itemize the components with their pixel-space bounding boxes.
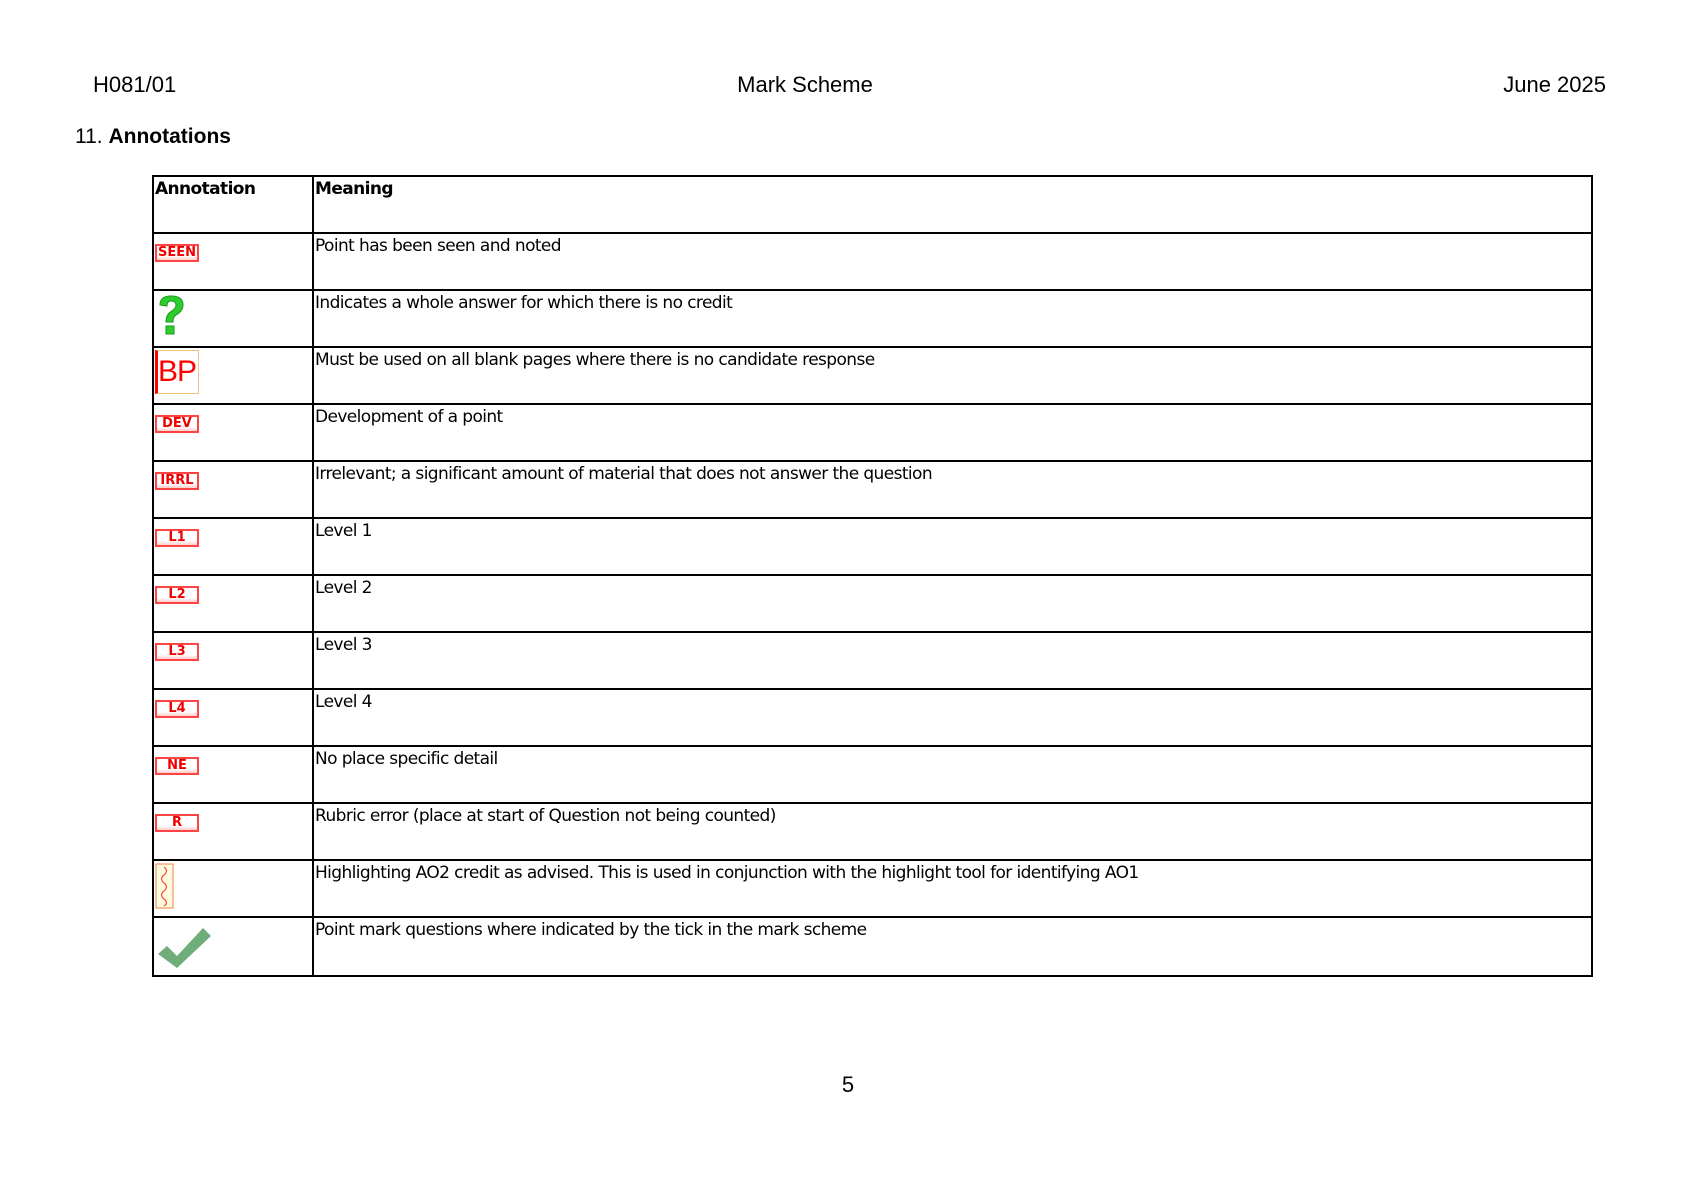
table-row (153, 518, 1592, 575)
table-row (153, 803, 1592, 860)
dev-badge: DEV (155, 407, 199, 433)
table-row (153, 746, 1592, 803)
l1-badge: L1 (155, 521, 199, 547)
document-title: Mark Scheme (737, 72, 873, 97)
l4-badge: L4 (155, 692, 199, 718)
annotation-cell (153, 290, 313, 347)
meaning-cell: Level 1 (313, 518, 1592, 575)
seen-badge: SEEN (155, 236, 199, 262)
annotation-cell (153, 233, 313, 290)
meaning-cell: No place specific detail (313, 746, 1592, 803)
annotation-cell (153, 917, 313, 976)
table-row (153, 575, 1592, 632)
table-row (153, 632, 1592, 689)
table-row (153, 233, 1592, 290)
page-number: 5 (841, 1072, 855, 1097)
question-mark-icon (155, 293, 187, 342)
bp-badge: BP (155, 350, 199, 394)
annotation-cell (153, 689, 313, 746)
column-header-meaning: Meaning (313, 176, 1592, 233)
annotation-cell (153, 632, 313, 689)
meaning-cell: Rubric error (place at start of Question not being counted) (313, 803, 1592, 860)
annotation-cell (153, 860, 313, 917)
section-title: Annotations (108, 125, 231, 148)
annotation-cell (153, 803, 313, 860)
meaning-cell: Level 2 (313, 575, 1592, 632)
table-row (153, 917, 1592, 976)
annotations-table (152, 175, 1593, 977)
meaning-cell: Point has been seen and noted (313, 233, 1592, 290)
meaning-cell: Level 3 (313, 632, 1592, 689)
annotation-cell (153, 461, 313, 518)
table-row (153, 461, 1592, 518)
meaning-cell: Indicates a whole answer for which there is no credit (313, 290, 1592, 347)
meaning-cell: Highlighting AO2 credit as advised. This is used in conjunction with the highlight tool for identifying AO1 (313, 860, 1592, 917)
section-number: 11. (75, 125, 103, 148)
r-badge: R (155, 806, 199, 832)
meaning-cell: Point mark questions where indicated by the tick in the mark scheme (313, 917, 1592, 976)
annotation-cell (153, 347, 313, 404)
document-date: June 2025 (1503, 72, 1606, 97)
l3-badge: L3 (155, 635, 199, 661)
meaning-cell: Level 4 (313, 689, 1592, 746)
wavy-line-icon (155, 863, 175, 914)
table-row (153, 689, 1592, 746)
annotation-cell (153, 404, 313, 461)
table-row (153, 290, 1592, 347)
table-row (153, 404, 1592, 461)
annotation-cell (153, 746, 313, 803)
irrl-badge: IRRL (155, 464, 199, 490)
table-header-row (153, 176, 1592, 233)
annotation-cell (153, 518, 313, 575)
meaning-cell: Development of a point (313, 404, 1592, 461)
column-header-annotation: Annotation (153, 176, 313, 233)
meaning-cell: Irrelevant; a significant amount of material that does not answer the question (313, 461, 1592, 518)
table-row (153, 347, 1592, 404)
meaning-cell: Must be used on all blank pages where there is no candidate response (313, 347, 1592, 404)
annotation-cell (153, 575, 313, 632)
tick-icon (155, 920, 213, 975)
section-heading (75, 125, 231, 149)
table-row (153, 860, 1592, 917)
l2-badge: L2 (155, 578, 199, 604)
document-code: H081/01 (93, 72, 177, 97)
ne-badge: NE (155, 749, 199, 775)
